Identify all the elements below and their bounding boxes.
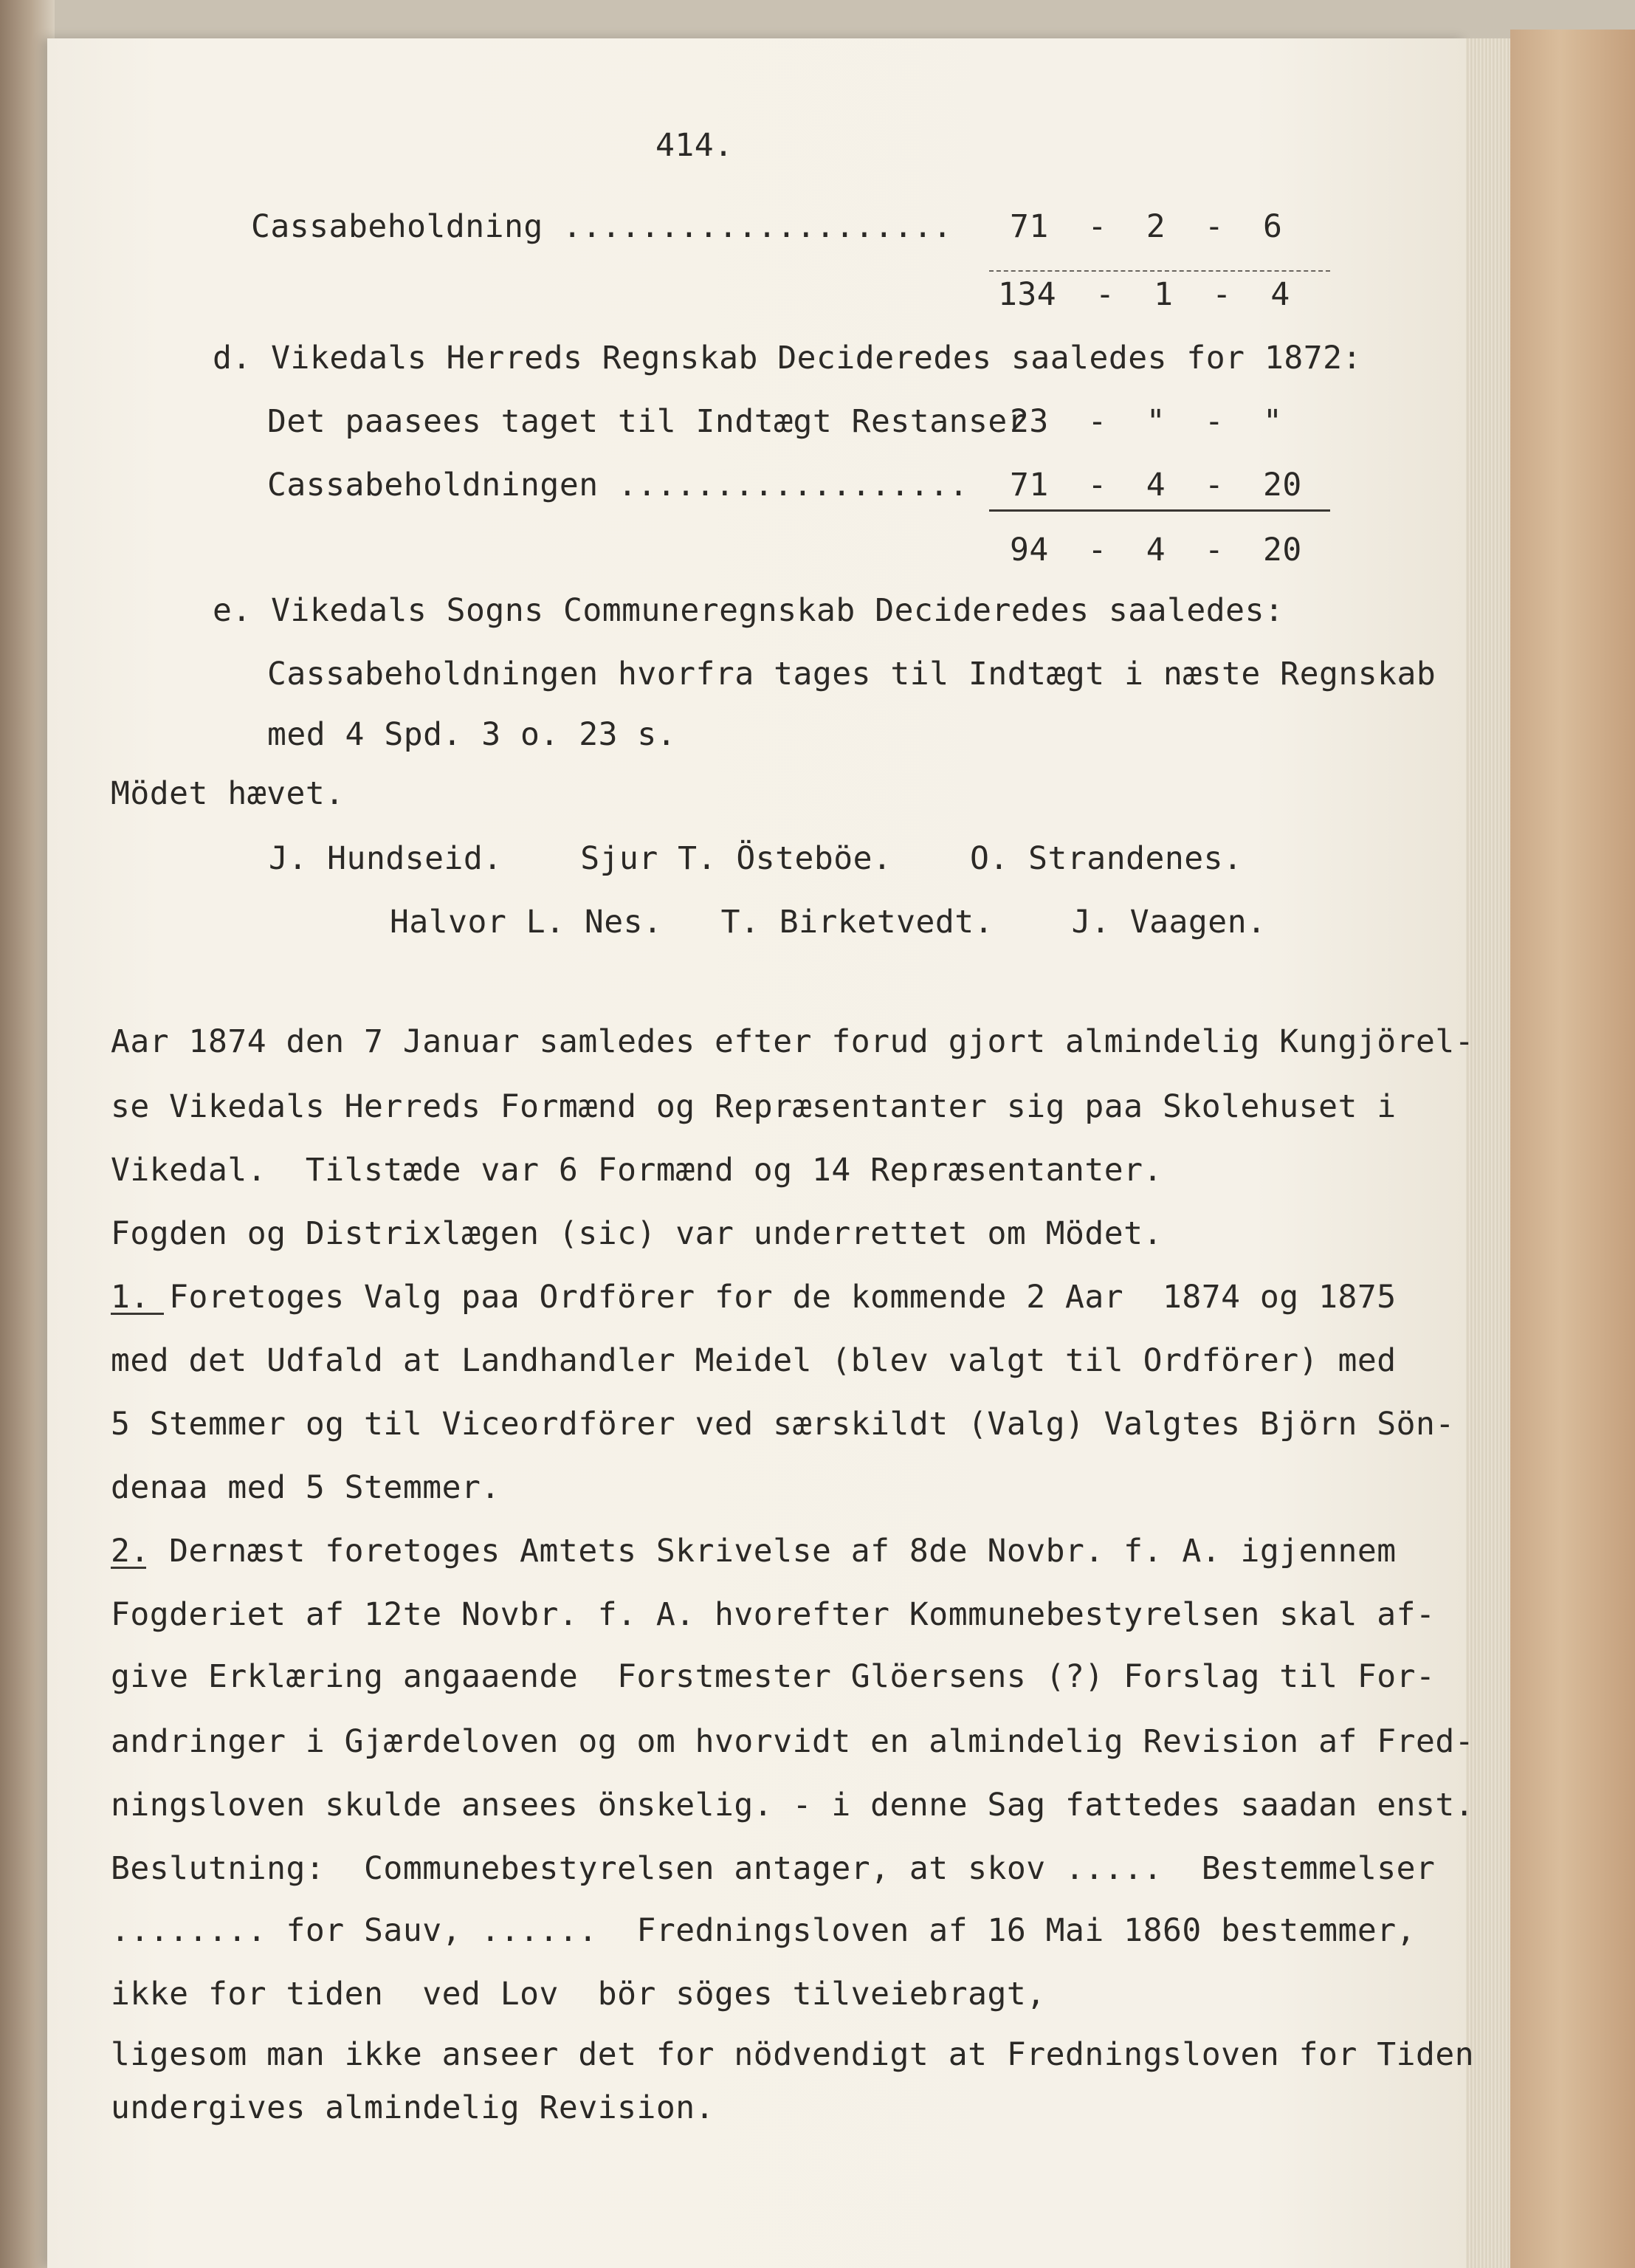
- meeting-closed: Mödet hævet.: [111, 775, 345, 812]
- body-line: ........ for Sauv, ...... Fredningsloven af 16 Mai 1860 bestemmer,: [111, 1912, 1417, 1949]
- section-e-heading: e. Vikedals Sogns Communeregnskab Decideredes saaledes:: [213, 592, 1284, 629]
- cash-balance-label: Cassabeholdning ....................: [251, 208, 952, 245]
- item-underline: [111, 1567, 146, 1569]
- section-e-line-2: med 4 Spd. 3 o. 23 s.: [267, 716, 677, 753]
- signatures-row-1: J. Hundseid. Sjur T. Östeböe. O. Strandenes.: [269, 840, 1243, 877]
- body-line: undergives almindelig Revision.: [111, 2089, 715, 2126]
- section-d-total: 94 - 4 - 20: [1010, 532, 1302, 568]
- signatures-row-2: Halvor L. Nes. T. Birketvedt. J. Vaagen.: [390, 904, 1267, 941]
- body-line: 2. Dernæst foretoges Amtets Skrivelse af 8de Novbr. f. A. igjennem: [111, 1533, 1397, 1570]
- page-stack-edges: [1466, 38, 1510, 2268]
- body-line: se Vikedals Herreds Formænd og Repræsentanter sig paa Skolehuset i: [111, 1088, 1397, 1125]
- page-number: 414.: [655, 127, 734, 164]
- body-line: Aar 1874 den 7 Januar samledes efter forud gjort almindelig Kungjörel-: [111, 1023, 1475, 1060]
- body-line: Fogden og Distrixlægen (sic) var underrettet om Mödet.: [111, 1215, 1163, 1252]
- binding-edge-left: [0, 0, 55, 2268]
- section-d-heading: d. Vikedals Herreds Regnskab Decideredes saaledes for 1872:: [213, 340, 1362, 377]
- body-line: Fogderiet af 12te Novbr. f. A. hvorefter Kommunebestyrelsen skal af-: [111, 1596, 1436, 1633]
- section-c-total: 134 - 1 - 4: [998, 276, 1290, 313]
- arrears-amount: 23 - " - ": [1010, 403, 1283, 440]
- cash-balance-amount: 71 - 2 - 6: [1010, 208, 1283, 245]
- body-line: ningsloven skulde ansees önskelig. - i denne Sag fattedes saadan enst.: [111, 1787, 1475, 1824]
- sum-rule-d: [989, 509, 1330, 512]
- body-line: 5 Stemmer og til Viceordförer ved særskildt (Valg) Valgtes Björn Sön-: [111, 1406, 1455, 1443]
- body-line: med det Udfald at Landhandler Meidel (blev valgt til Ordförer) med: [111, 1342, 1397, 1379]
- body-line: give Erklæring angaaende Forstmester Glöersens (?) Forslag til For-: [111, 1658, 1436, 1695]
- body-line: 1. Foretoges Valg paa Ordförer for de kommende 2 Aar 1874 og 1875: [111, 1279, 1397, 1316]
- body-line: Beslutning: Communebestyrelsen antager, at skov ..... Bestemmelser: [111, 1850, 1436, 1887]
- cash-balance-d-amount: 71 - 4 - 20: [1010, 467, 1302, 504]
- body-line: ikke for tiden ved Lov bör söges tilveiebragt,: [111, 1976, 1046, 2013]
- section-e-line-1: Cassabeholdningen hvorfra tages til Indtægt i næste Regnskab: [267, 656, 1436, 693]
- body-line: denaa med 5 Stemmer.: [111, 1469, 500, 1506]
- arrears-label: Det paasees taget til Indtægt Restanser: [267, 403, 1028, 440]
- body-line: Vikedal. Tilstæde var 6 Formænd og 14 Repræsentanter.: [111, 1152, 1163, 1189]
- body-line: andringer i Gjærdeloven og om hvorvidt en almindelig Revision af Fred-: [111, 1723, 1475, 1760]
- cash-balance-d-label: Cassabeholdningen ..................: [267, 467, 968, 504]
- book-cover-right: [1510, 30, 1635, 2268]
- sum-rule: [989, 270, 1330, 272]
- body-line: ligesom man ikke anseer det for nödvendigt at Fredningsloven for Tiden: [111, 2036, 1475, 2073]
- item-underline: [111, 1313, 164, 1315]
